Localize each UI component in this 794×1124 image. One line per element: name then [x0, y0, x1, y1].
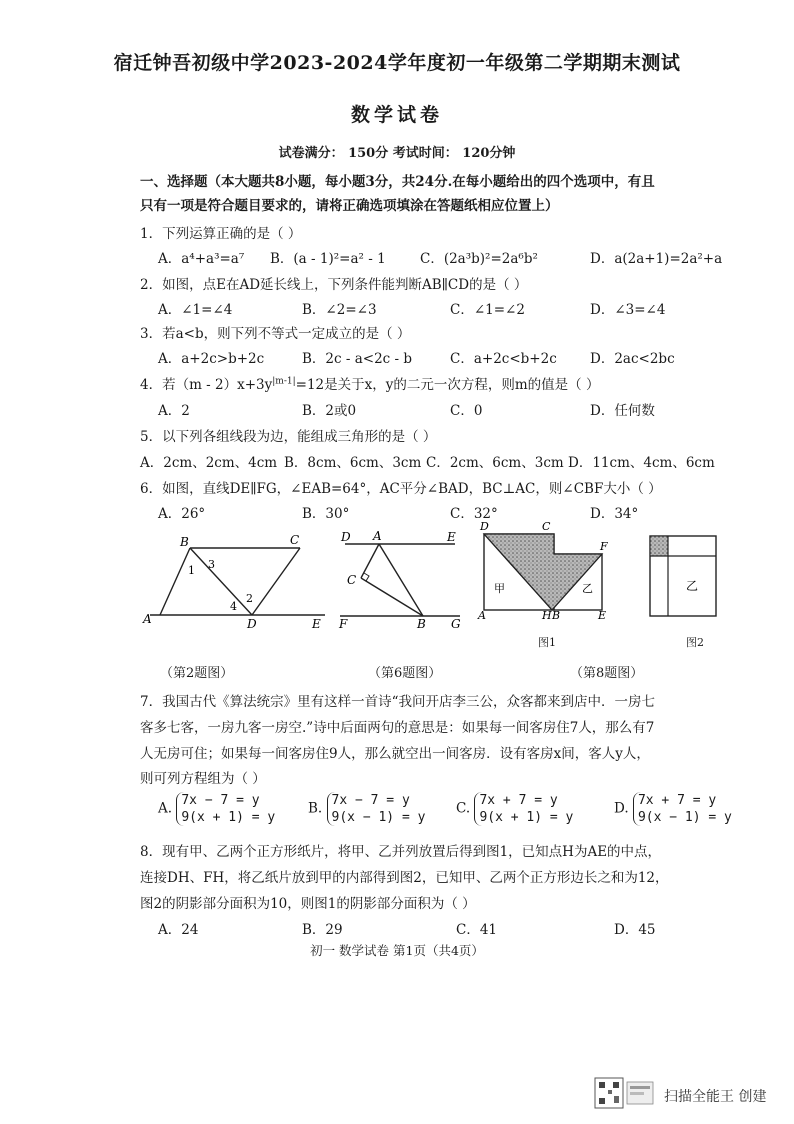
fig2-label-3: 3: [208, 558, 215, 571]
fig6-label-d: D: [341, 530, 351, 544]
q8-option-b: B．29: [302, 922, 343, 938]
q8-option-d: D．45: [614, 922, 656, 938]
fig6-label-b: B: [417, 617, 426, 631]
q3-option-c: C．a+2c<b+2c: [450, 351, 557, 367]
q4-option-c: C．0: [450, 403, 483, 419]
q7-option-c: [456, 792, 573, 826]
q8-line2: 连接DH、FH，将乙纸片放到甲的内部得到图2，已知甲、乙两个正方形边长之和为12，: [140, 870, 669, 886]
q5-option-c: C．2cm、6cm、3cm: [426, 455, 564, 471]
q8-option-c: C．41: [456, 922, 498, 938]
fig8-label-d: D: [480, 520, 489, 533]
q4-stem-part1: 4．若（m - 2）x+3y: [140, 377, 273, 393]
q6-option-a: A．26°: [158, 506, 206, 522]
fig2-label-2: 2: [246, 592, 253, 605]
fig8-label-a: A: [478, 609, 486, 620]
page-footer: 初一 数学试卷 第1页（共4页）: [310, 943, 484, 958]
q4-stem-part2: =12是关于x，y的二元一次方程，则m的值是（ ）: [295, 377, 600, 393]
q7-option-b-eq2: 9(x − 1) = y: [331, 810, 426, 825]
q1-option-d: D．a(2a+1)=2a²+a: [590, 251, 723, 267]
q7-line3: 人无房可住；如果每一间客房住9人，那么就空出一间客房．设有客房x间，客人y人，: [140, 746, 650, 762]
fig2-label-a: A: [143, 612, 152, 626]
q6-stem: 6．如图，直线DE∥FG，∠EAB=64°，AC平分∠BAD，BC⊥AC，则∠CBF大小（ ）: [140, 481, 662, 497]
q7-option-a-label: A.: [158, 800, 173, 817]
scanner-logo-icon: [594, 1076, 658, 1112]
q2-option-d: D．∠3=∠4: [590, 302, 666, 318]
fig8-label-h: H: [542, 609, 552, 620]
fig8-fig2-label-yi: 乙: [686, 579, 699, 593]
q7-option-c-eq2: 9(x + 1) = y: [479, 810, 574, 825]
exam-subtitle: 数学试卷: [350, 104, 443, 126]
fig2-label-4: 4: [230, 600, 237, 613]
q2-option-b: B．∠2=∠3: [302, 302, 377, 318]
q7-option-d: [614, 792, 732, 826]
q1-option-c: C．(2a³b)²=2a⁶b²: [420, 251, 538, 267]
fig6-label-a: A: [373, 529, 382, 543]
q5-option-a: A．2cm、2cm、4cm: [140, 455, 278, 471]
fig6-label-c: C: [347, 573, 357, 587]
q7-option-b-eq1: 7x − 7 = y: [331, 793, 410, 808]
fig2-label-e: E: [312, 617, 321, 630]
q4-stem-exponent: |m-1|: [272, 376, 296, 387]
q6-option-c: C．32°: [450, 506, 498, 522]
q3-option-a: A．a+2c>b+2c: [158, 351, 265, 367]
section-heading-line1: 一、选择题（本大题共8小题，每小题3分，共24分.在每小题给出的四个选项中，有且: [140, 174, 655, 190]
q5-option-b: B．8cm、6cm、3cm: [284, 455, 422, 471]
q4-stem: [140, 373, 599, 393]
q7-option-a: [158, 792, 275, 826]
q7-option-d-label: D.: [614, 800, 629, 817]
figure-q8-fig1-caption: 图1: [538, 636, 556, 649]
fig8-label-yi: 乙: [582, 582, 593, 595]
exam-title: 宿迁钟吾初级中学2023-2024学年度初一年级第二学期期末测试: [113, 52, 681, 74]
q7-option-a-eq2: 9(x + 1) = y: [181, 810, 276, 825]
fig8-label-e: E: [598, 609, 607, 620]
q6-option-b: B．30°: [302, 506, 350, 522]
q7-line2: 客多七客，一房九客一房空.”诗中后面两句的意思是：如果每一间客房住7人，那么有7: [140, 720, 655, 736]
q7-line4: 则可列方程组为（ ）: [140, 771, 266, 787]
q4-option-d: D．任何数: [590, 403, 655, 419]
figure-q8-fig1: [476, 520, 616, 620]
q7-line1: 7．我国古代《算法统宗》里有这样一首诗“我问开店李三公，众客都来到店中．一房七: [140, 694, 655, 710]
figure-q2-caption: （第2题图）: [160, 666, 234, 681]
figure-q6-caption: （第6题图）: [368, 666, 442, 681]
fig2-label-d: D: [247, 617, 257, 630]
q7-option-c-label: C.: [456, 800, 471, 817]
fig8-label-jia: 甲: [494, 582, 505, 595]
q3-stem: 3．若a<b，则下列不等式一定成立的是（ ）: [140, 326, 411, 342]
fig8-label-f: F: [600, 540, 608, 553]
scanner-watermark: 扫描全能王 创建: [664, 1089, 767, 1105]
figure-q2: [140, 530, 340, 630]
q7-option-d-eq2: 9(x − 1) = y: [637, 810, 732, 825]
q4-option-a: A．2: [158, 403, 190, 419]
q7-option-a-eq1: 7x − 7 = y: [181, 793, 260, 808]
q1-option-b: B．(a - 1)²=a² - 1: [270, 251, 386, 267]
q7-option-b-label: B.: [308, 800, 323, 817]
q7-option-d-eq1: 7x + 7 = y: [637, 793, 717, 808]
q8-line1: 8．现有甲、乙两个正方形纸片，将甲、乙并列放置后得到图1，已知点H为AE的中点，: [140, 844, 662, 860]
fig8-label-b: B: [552, 609, 561, 620]
q1-stem: 1．下列运算正确的是（ ）: [140, 226, 302, 242]
q7-option-c-eq1: 7x + 7 = y: [479, 793, 558, 808]
section-heading-line2: 只有一项是符合题目要求的，请将正确选项填涂在答题纸相应位置上）: [140, 198, 559, 214]
fig2-label-b: B: [180, 535, 189, 549]
fig2-label-1: 1: [188, 564, 195, 577]
q8-line3: 图2的阴影部分面积为10，则图1的阴影部分面积为（ ）: [140, 896, 476, 912]
figure-q8-fig2: [646, 532, 726, 622]
q3-option-b: B．2c - a<2c - b: [302, 351, 413, 367]
q3-option-d: D．2ac<2bc: [590, 351, 675, 367]
fig6-label-f: F: [339, 617, 348, 631]
q2-option-a: A．∠1=∠4: [158, 302, 233, 318]
figure-q8-fig2-caption: 图2: [686, 636, 704, 649]
figure-q8-caption: （第8题图）: [570, 666, 644, 681]
q8-option-a: A．24: [158, 922, 199, 938]
q2-option-c: C．∠1=∠2: [450, 302, 525, 318]
fig6-label-e: E: [447, 530, 456, 544]
q7-option-b: [308, 792, 425, 826]
q2-stem: 2．如图，点E在AD延长线上，下列条件能判断AB∥CD的是（ ）: [140, 277, 528, 293]
fig6-label-g: G: [451, 617, 461, 631]
q1-option-a: A．a⁴+a³=a⁷: [158, 251, 245, 267]
figure-q6: [335, 528, 475, 632]
q5-option-d: D．11cm、4cm、6cm: [568, 455, 715, 471]
fig2-label-c: C: [290, 533, 300, 547]
q6-option-d: D．34°: [590, 506, 639, 522]
q4-option-b: B．2或0: [302, 403, 357, 419]
exam-info: 试卷满分： 150分 考试时间： 120分钟: [278, 146, 516, 161]
fig8-label-c: C: [542, 520, 551, 533]
q5-stem: 5．以下列各组线段为边，能组成三角形的是（ ）: [140, 429, 437, 445]
